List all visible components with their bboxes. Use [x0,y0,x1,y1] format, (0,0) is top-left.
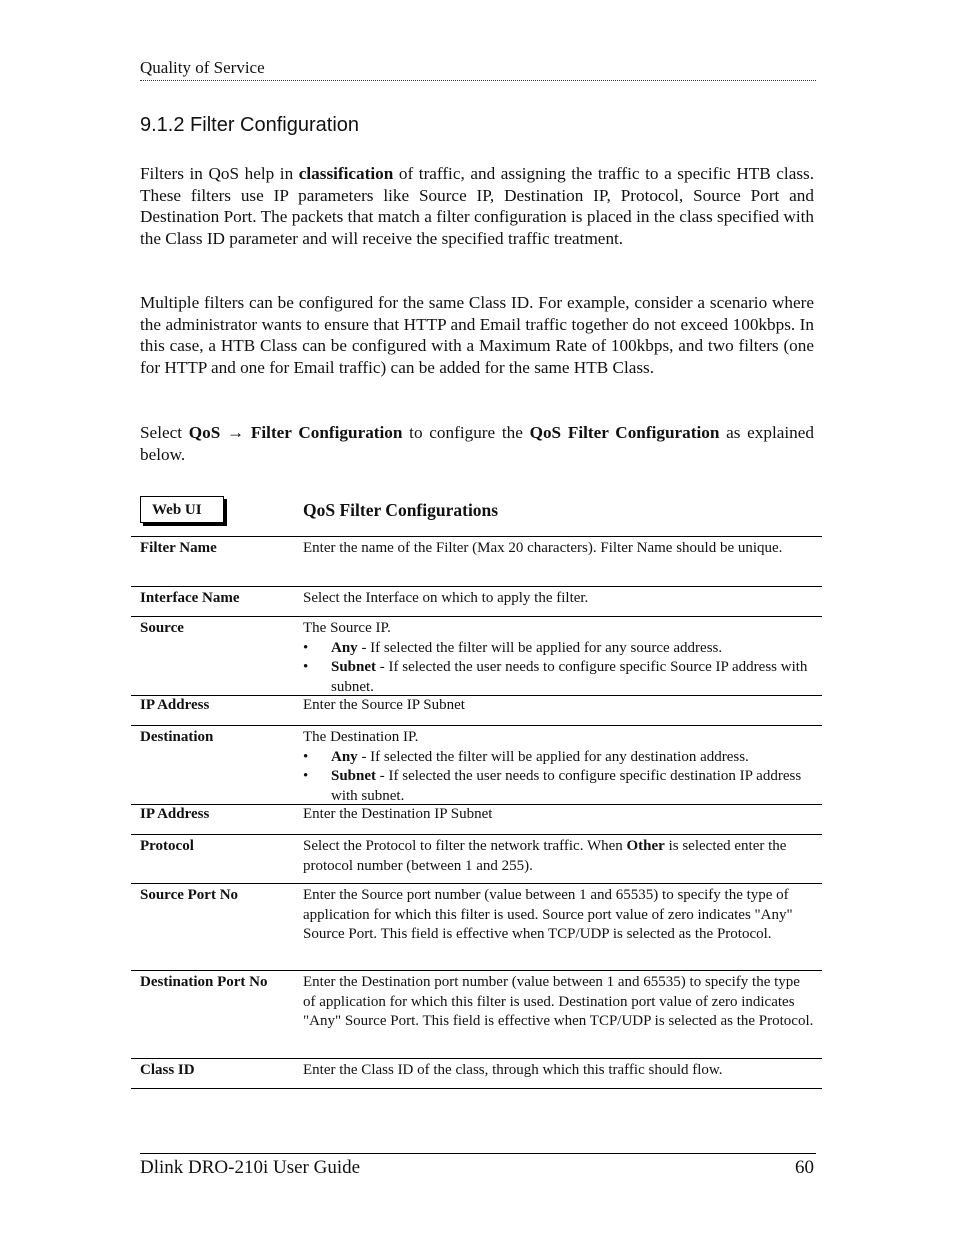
table-row [131,587,822,617]
row-description [303,619,815,697]
table-row [131,696,822,726]
option-text: - If selected the filter will be applied for any destination address. [357,748,749,765]
desc-bold: Other [626,838,665,854]
row-description [303,728,823,806]
row-description: Select the Interface on which to apply the filter. [303,590,589,606]
row-label: Filter Name [140,540,217,556]
list-item [303,639,815,659]
option-text: - If selected the user needs to configure specific Source IP address with subnet. [331,659,808,695]
table-row [131,805,822,835]
field-description-table [131,536,822,1089]
row-label: Source Port No [140,887,239,903]
row-label: IP Address [140,697,210,713]
intro-paragraph [140,163,814,249]
row-label: Destination [140,729,214,745]
p3-select: Select [140,423,189,442]
page-number: 60 [795,1157,814,1178]
example-paragraph: Multiple filters can be configured for the same Class ID. For example, consider a scenario where the administrator wants to ensure that HTTP and Email traffic together do not exceed 100kbps. In this case, a HTB Class can be configured with a Maximum Rate of 100kbps, and two filters (one for HTTP and one for Email traffic) can be added for the same HTB Class. [140,293,814,377]
row-description-intro: The Source IP. [303,620,391,636]
option-name: Any [331,748,358,765]
row-description: Enter the Source IP Subnet [303,697,465,713]
list-item [303,658,815,697]
option-list [303,748,823,807]
option-list [303,639,815,698]
running-title: Quality of Service [140,58,265,77]
row-description: Enter the name of the Filter (Max 20 characters). Filter Name should be unique. [303,540,783,556]
option-name: Subnet [331,768,377,785]
table-row [131,726,822,805]
option-name: Any [331,639,358,656]
row-description: Enter the Source port number (value between 1 and 65535) to specify the type of application for which this filter is used. Source port value of zero indicates "Any" Source Port. This field is effective when TCP/UDP is selected as the Protocol. [303,887,793,943]
list-item [303,748,823,768]
desc-part: Select the Protocol to filter the network traffic. When [303,838,627,854]
guide-title: Dlink DRO-210i User Guide [140,1157,361,1178]
navigation-paragraph [140,422,814,465]
option-text: - If selected the filter will be applied for any source address. [357,639,723,656]
table-row [131,884,822,971]
web-ui-badge: Web UI [140,496,224,523]
row-description-intro: The Destination IP. [303,729,419,745]
row-label: Destination Port No [140,974,268,990]
table-row [131,835,822,884]
table-row [131,971,822,1059]
table-title: QoS Filter Configurations [303,500,499,520]
page-footer [140,1153,816,1180]
p3-end: as explained below. [140,423,814,464]
row-label: Class ID [140,1062,195,1078]
row-description [303,837,815,876]
p3-page-name: QoS Filter Configuration [529,423,720,442]
table-row [131,617,822,696]
section-heading: 9.1.2 Filter Configuration [140,114,360,136]
table-row [131,1059,822,1089]
row-description: Enter the Class ID of the class, through which this traffic should flow. [303,1062,723,1078]
p3-menu-path: QoS → Filter Configuration [188,423,403,442]
row-label: Protocol [140,838,194,854]
row-description: Enter the Destination port number (value between 1 and 65535) to specify the type of application for which this filter is used. Destination port value of zero indicates "Any" Source Port. This field is effective when TCP/UDP is selected as the Protocol. [303,974,814,1030]
table-row [131,537,822,587]
row-label: Interface Name [140,590,240,606]
desc-part: is selected enter the protocol number (between 1 and 255). [303,838,787,874]
running-header [140,57,816,81]
p1-before: Filters in QoS help in [140,164,299,183]
row-description: Enter the Destination IP Subnet [303,806,493,822]
p1-bold-term: classification [298,164,394,183]
row-label: IP Address [140,806,210,822]
list-item [303,767,823,806]
option-text: - If selected the user needs to configure specific destination IP address with subnet. [331,768,802,804]
option-name: Subnet [331,659,377,676]
p3-mid: to configure the [402,423,530,442]
p1-after: of traffic, and assigning the traffic to a specific HTB class. These filters use IP parameters like Source IP, Destination IP, Protocol, Source Port and Destination Port. The packets that match a filter configuration is placed in the class specified with the Class ID parameter and will receive the specified traffic treatment. [140,164,814,248]
row-label: Source [140,620,184,636]
